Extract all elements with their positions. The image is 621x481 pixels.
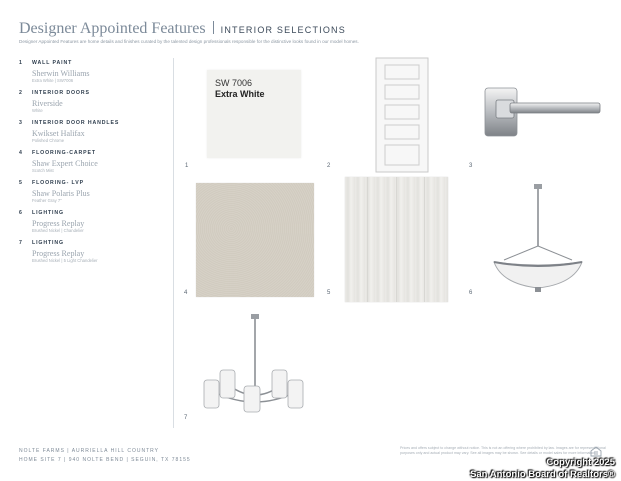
lvp-swatch xyxy=(345,177,448,302)
selection-number: 5 xyxy=(19,180,22,186)
selection-product: Shaw Polaris Plus xyxy=(32,189,90,198)
chandelier-image xyxy=(200,314,312,422)
selection-spec: Extra White | SW7006 xyxy=(32,78,74,83)
selection-spec: White xyxy=(32,108,43,113)
selection-product: Progress Replay xyxy=(32,249,85,258)
page-subtitle: INTERIOR SELECTIONS xyxy=(220,25,346,35)
copyright-year: Copyright 2025 xyxy=(546,457,615,468)
selection-spec: Feather Gray 7" xyxy=(32,198,62,203)
copyright-watermark xyxy=(470,457,615,481)
selection-product: Shaw Expert Choice xyxy=(32,159,98,168)
equal-housing-icon xyxy=(590,446,602,457)
selection-item xyxy=(19,60,169,90)
selection-item xyxy=(19,90,169,120)
page-description: Designer Appointed Features are home details and finishes curated by the talented design professionals responsible for the distinctive looks found in our model homes. xyxy=(19,39,359,44)
image-label: 4 xyxy=(184,290,188,296)
selection-item xyxy=(19,150,169,180)
selection-number: 1 xyxy=(19,60,22,66)
selection-category: INTERIOR DOOR HANDLES xyxy=(32,120,120,126)
image-label: 5 xyxy=(327,290,331,296)
home-site-address: HOME SITE 7 | 940 NOLTE BEND | SEGUIN, TX 78155 xyxy=(19,457,191,463)
selection-item xyxy=(19,240,169,270)
selection-number: 3 xyxy=(19,120,22,126)
selection-number: 4 xyxy=(19,150,22,156)
selection-category: FLOORING- LVP xyxy=(32,180,84,186)
page-header xyxy=(19,20,346,38)
selection-category: INTERIOR DOORS xyxy=(32,90,90,96)
legal-disclaimer: Prices and offers subject to change without notice. This is not an offering where prohibited by law. Images are for representational purposes only and actual product may vary. See all images may be shown. See details or model sales for more information. xyxy=(400,446,606,455)
image-label: 2 xyxy=(327,163,331,169)
selection-spec: Brushed Nickel | 5 Light Chandelier xyxy=(32,258,98,263)
image-label: 1 xyxy=(185,163,189,169)
page-title: Designer Appointed Features xyxy=(19,20,206,37)
selection-product: Sherwin Williams xyxy=(32,69,90,78)
selection-category: FLOORING-CARPET xyxy=(32,150,96,156)
image-label: 7 xyxy=(184,415,188,421)
community-address xyxy=(19,447,191,465)
selection-product: Kwikset Halifax xyxy=(32,129,85,138)
image-label: 3 xyxy=(469,163,473,169)
door-handle-image xyxy=(482,86,604,140)
swatch-code: SW 7006 xyxy=(215,78,253,88)
copyright-holder: San Antonio Board of Realtors® xyxy=(470,469,615,480)
selection-item xyxy=(19,120,169,150)
paint-swatch xyxy=(207,70,301,158)
door-image xyxy=(366,56,440,174)
selection-spec: Brushed Nickel | Chandelier xyxy=(32,228,84,233)
selection-item xyxy=(19,180,169,210)
selection-category: LIGHTING xyxy=(32,240,64,246)
title-divider xyxy=(213,21,214,34)
selection-number: 6 xyxy=(19,210,22,216)
selection-item xyxy=(19,210,169,240)
selection-number: 7 xyxy=(19,240,22,246)
selection-product: Progress Replay xyxy=(32,219,85,228)
image-label: 6 xyxy=(469,290,473,296)
selection-spec: Polished Chrome xyxy=(32,138,65,143)
selection-category: WALL PAINT xyxy=(32,60,73,66)
selection-spec: Scotch Mist xyxy=(32,168,54,173)
selection-category: LIGHTING xyxy=(32,210,64,216)
selection-number: 2 xyxy=(19,90,22,96)
section-divider xyxy=(173,58,174,428)
selections-list xyxy=(19,60,169,270)
community-name: NOLTE FARMS | AURRIELLA HILL COUNTRY xyxy=(19,448,160,454)
swatch-name: Extra White xyxy=(215,89,265,99)
carpet-swatch xyxy=(196,183,314,297)
selection-product: Riverside xyxy=(32,99,63,108)
pendant-light-image xyxy=(490,184,586,296)
